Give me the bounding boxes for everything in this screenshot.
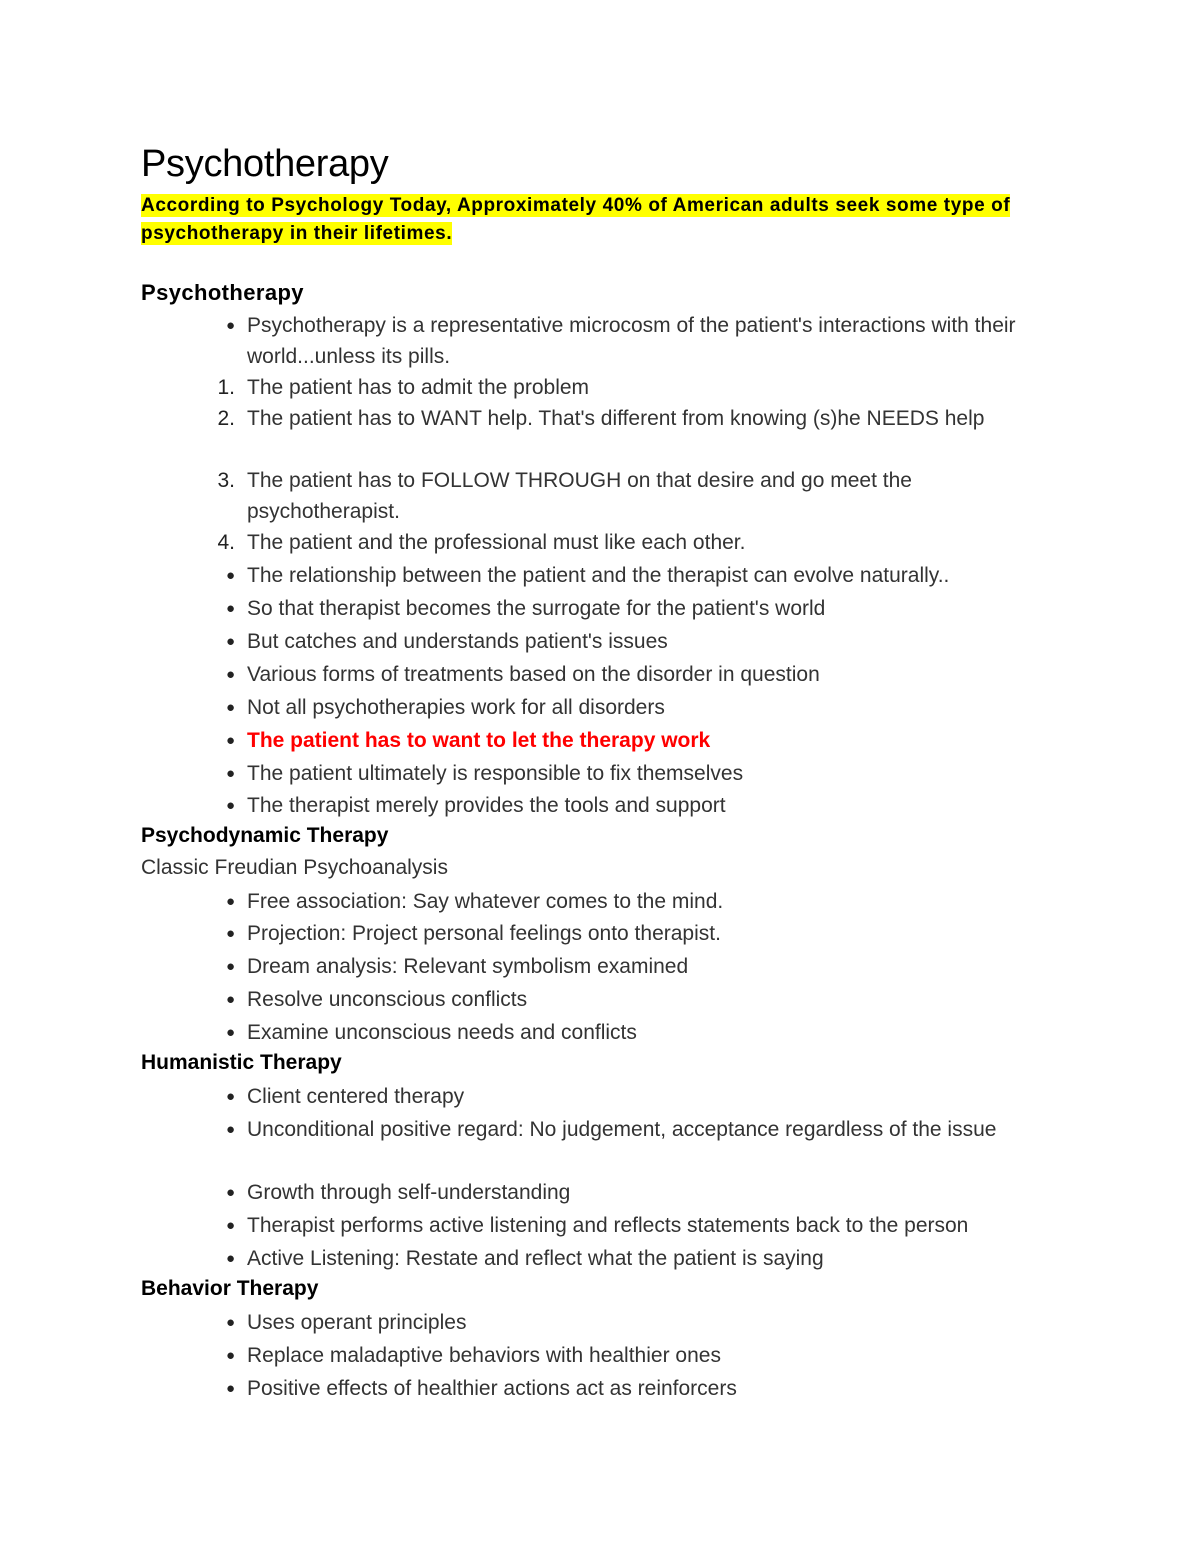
list-item-text: The patient has to admit the problem: [247, 376, 590, 399]
list-item-text: Not all psychotherapies work for all disorders: [247, 696, 665, 719]
list-item: [225, 951, 1067, 982]
emphasis-text: The patient has to want to let the therapy work: [247, 729, 711, 752]
list-item: [225, 1373, 1067, 1404]
list-item-text: Uses operant principles: [247, 1311, 467, 1334]
list-item: [225, 1114, 1067, 1145]
list-item: [217, 372, 1067, 403]
number-marker: 2.: [217, 407, 235, 430]
section-heading-humanistic: Humanistic Therapy: [141, 1051, 342, 1074]
list-item-text: The patient and the professional must like each other.: [247, 531, 746, 554]
bullet-marker: ●: [225, 600, 235, 617]
list-item-text: Unconditional positive regard: No judgement, acceptance regardless of the issue: [247, 1118, 997, 1141]
bullet-marker: ●: [225, 893, 235, 910]
bullet-marker: ●: [225, 1088, 235, 1105]
number-marker: 3.: [217, 469, 235, 492]
list-item-text: The patient ultimately is responsible to fix themselves: [247, 762, 744, 785]
list-item: [225, 886, 1067, 917]
page-title: Psychotherapy: [141, 143, 389, 185]
list-item: [225, 626, 1067, 657]
list-item-text: Resolve unconscious conflicts: [247, 988, 528, 1011]
bullet-marker: ●: [225, 1380, 235, 1397]
intro-highlight-text: According to Psychology Today, Approximately 40% of American adults seek some type of psychotherapy in their lifetimes.: [141, 195, 1011, 244]
list-item-text: Active Listening: Restate and reflect what the patient is saying: [247, 1247, 824, 1270]
section-heading-psychodynamic: Psychodynamic Therapy: [141, 824, 389, 847]
number-marker: 4.: [217, 531, 235, 554]
bullet-marker: ●: [225, 666, 235, 683]
bullet-marker: ●: [225, 991, 235, 1008]
list-item: [225, 1210, 1067, 1241]
list-item: [225, 984, 1067, 1015]
list-item-text: Replace maladaptive behaviors with healthier ones: [247, 1344, 721, 1367]
list-item-text: The patient has to FOLLOW THROUGH on that desire and go meet the psychotherapist.: [247, 469, 912, 523]
list-item-text: The therapist merely provides the tools and support: [247, 794, 726, 817]
list-item-text: Examine unconscious needs and conflicts: [247, 1021, 637, 1044]
list-item-text: Projection: Project personal feelings onto therapist.: [247, 922, 721, 945]
list-item-text: Growth through self-understanding: [247, 1181, 571, 1204]
bullet-marker: ●: [225, 633, 235, 650]
bullet-marker: ●: [225, 1314, 235, 1331]
bullet-marker: ●: [225, 699, 235, 716]
list-item: [217, 527, 1067, 558]
list-item: [225, 310, 1067, 372]
bullet-marker: ●: [225, 1217, 235, 1234]
bullet-marker: ●: [225, 317, 235, 334]
bullet-marker: ●: [225, 1347, 235, 1364]
list-item: [225, 918, 1067, 949]
list-item: [225, 758, 1067, 789]
list-item: [225, 1340, 1067, 1371]
list-item-text: So that therapist becomes the surrogate for the patient's world: [247, 597, 826, 620]
bullet-marker: ●: [225, 1024, 235, 1041]
list-item-text: Dream analysis: Relevant symbolism examined: [247, 955, 689, 978]
list-item-text: Positive effects of healthier actions act as reinforcers: [247, 1377, 737, 1400]
list-item-text: Therapist performs active listening and reflects statements back to the person: [247, 1214, 969, 1237]
list-item: [225, 1307, 1067, 1338]
bullet-marker: ●: [225, 1184, 235, 1201]
bullet-marker: ●: [225, 732, 235, 749]
section-heading-behavior: Behavior Therapy: [141, 1277, 319, 1300]
number-marker: 1.: [217, 376, 235, 399]
list-item: [225, 1177, 1067, 1208]
list-item: [225, 659, 1067, 690]
list-item: [225, 790, 1067, 821]
list-item-text: The patient has to WANT help. That's different from knowing (s)he NEEDS help: [247, 407, 985, 430]
list-item-text: Various forms of treatments based on the disorder in question: [247, 663, 820, 686]
list-item-text: The relationship between the patient and the therapist can evolve naturally..: [247, 564, 950, 587]
list-item: [225, 692, 1067, 723]
list-item-text: Psychotherapy is a representative microcosm of the patient's interactions with their world...unless its pills.: [247, 314, 1016, 368]
bullet-marker: ●: [225, 958, 235, 975]
bullet-marker: ●: [225, 925, 235, 942]
bullet-marker: ●: [225, 797, 235, 814]
list-item: [225, 1243, 1067, 1274]
bullet-marker: ●: [225, 1121, 235, 1138]
list-item: [217, 465, 1067, 527]
bullet-marker: ●: [225, 765, 235, 782]
list-item-emphasis: [225, 725, 1067, 756]
section-subheading: Classic Freudian Psychoanalysis: [141, 856, 448, 879]
list-item-text: But catches and understands patient's issues: [247, 630, 668, 653]
list-item: [225, 1081, 1067, 1112]
list-item: [225, 560, 1067, 591]
bullet-marker: ●: [225, 1250, 235, 1267]
intro-highlight: [141, 192, 1061, 248]
list-item-text: Free association: Say whatever comes to the mind.: [247, 890, 724, 913]
list-item: [225, 1017, 1067, 1048]
list-item-text: Client centered therapy: [247, 1085, 465, 1108]
section-heading-psychotherapy: Psychotherapy: [141, 280, 304, 305]
bullet-marker: ●: [225, 567, 235, 584]
list-item: [225, 593, 1067, 624]
list-item: [217, 403, 1067, 434]
